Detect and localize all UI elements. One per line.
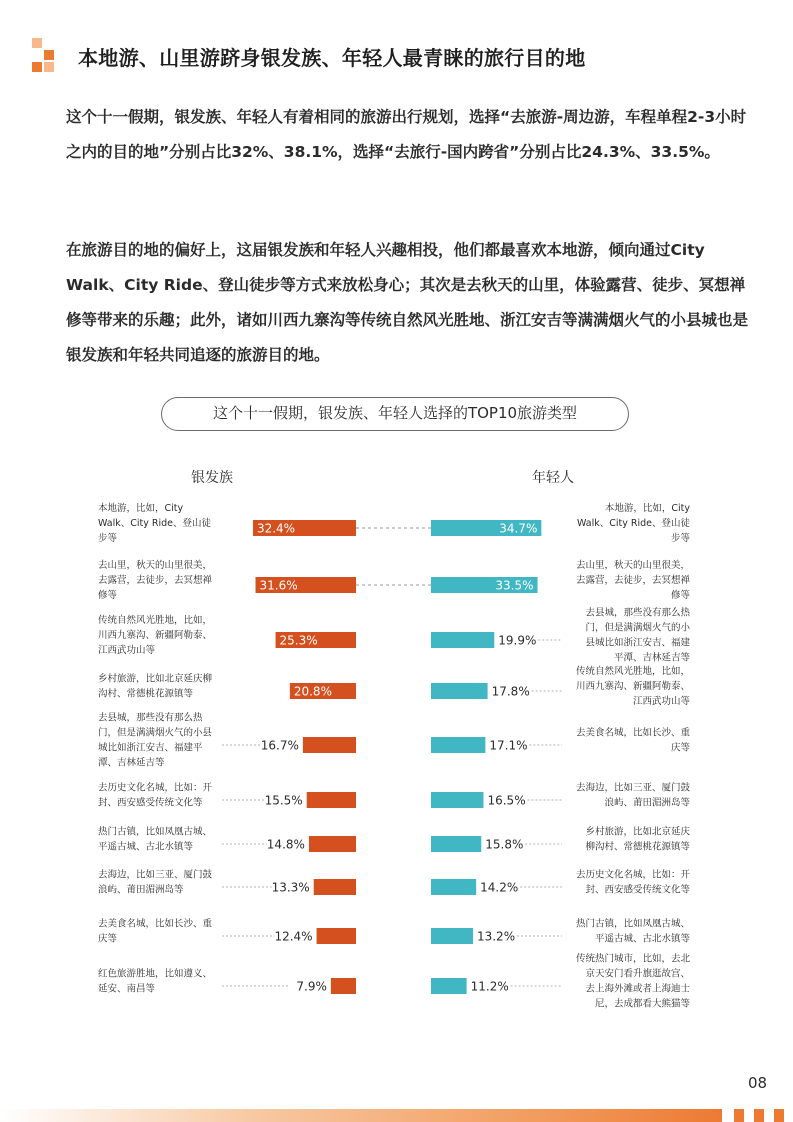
young-value-label: 19.9%: [498, 633, 537, 648]
silver-value-label: 13.3%: [271, 880, 310, 895]
young-bar: [431, 978, 467, 994]
series-header-silver: 银发族: [191, 470, 233, 486]
young-value-label: 15.8%: [485, 837, 524, 852]
young-value-label: 17.8%: [491, 684, 530, 699]
footer-square-icon: [734, 1109, 744, 1122]
young-category-label: 乡村旅游，比如北京延庆柳沟村、常德桃花源镇等: [585, 826, 690, 853]
intro-paragraph: 这个十一假期，银发族、年轻人有着相同的旅游出行规划，选择“去旅游-周边游，车程单程2-3小时之内的目的地”分别占比32%、38.1%，选择“去旅行-国内跨省”分别占比24.3%、33.5%。: [66, 108, 747, 161]
young-value-label: 34.7%: [499, 521, 538, 536]
young-category-label: 本地游，比如，City Walk、City Ride、登山徒步等: [576, 503, 690, 544]
young-category-label: 去山里，秋天的山里很美，去露营，去徒步，去冥想禅修等: [575, 560, 690, 601]
young-category-label: 去历史文化名城，比如：开封、西安感受传统文化等: [575, 869, 690, 896]
silver-category-label: 本地游，比如，City Walk、City Ride、登山徒步等: [98, 503, 212, 544]
footer-gradient-bar: [0, 1109, 722, 1122]
silver-category-label: 去美食名城，比如长沙、重庆等: [98, 918, 213, 945]
silver-value-label: 20.8%: [293, 684, 332, 699]
silver-category-label: 红色旅游胜地，比如遵义、延安、南昌等: [98, 968, 213, 995]
young-category-label: 去海边，比如三亚、厦门鼓浪屿、莆田湄洲岛等: [575, 782, 690, 809]
young-value-label: 13.2%: [476, 929, 516, 944]
page-number: 08: [748, 1074, 768, 1092]
top10-bar-chart: [0, 455, 793, 1045]
young-category-label: 传统热门城市，比如，去北京天安门看升旗逛故宫、去上海外滩或者上海迪士尼，去成都看大熊猫等: [575, 953, 690, 1010]
silver-value-label: 31.6%: [259, 578, 298, 593]
chart-title: 这个十一假期，银发族、年轻人选择的TOP10旅游类型: [161, 397, 629, 431]
silver-category-label: 去海边，比如三亚、厦门鼓浪屿、莆田湄洲岛等: [98, 869, 213, 896]
preference-paragraph: 在旅游目的地的偏好上，这届银发族和年轻人兴趣相投，他们都最喜欢本地游，倾向通过City Walk、City Ride、登山徒步等方式来放松身心；其次是去秋天的山里，体验露营、徒步、冥想禅修等带来的乐趣；此外，诸如川西九寨沟等传统自然风光胜地、浙江安吉等满满烟火气的小县城也是银发族和年轻共同追逐的旅游目的地。: [66, 241, 749, 364]
young-bar: [431, 632, 494, 648]
young-bar: [431, 683, 488, 699]
silver-bar: [307, 792, 356, 808]
silver-category-label: 去县城，那些没有那么热门，但是满满烟火气的小县城比如浙江安吉、福建平潭、吉林延吉等: [98, 712, 213, 769]
young-bar: [431, 792, 483, 808]
young-category-label: 去美食名城，比如长沙、重庆等: [575, 727, 690, 754]
young-value-label: 14.2%: [480, 880, 519, 895]
silver-category-label: 传统自然风光胜地，比如，川西九寨沟、新疆阿勒泰、江西武功山等: [98, 615, 213, 656]
young-bar: [431, 879, 476, 895]
young-bar: [431, 836, 481, 852]
young-bar: [431, 928, 473, 944]
silver-bar: [309, 836, 356, 852]
silver-value-label: 12.4%: [274, 929, 313, 944]
young-bar: [431, 737, 485, 753]
silver-value-label: 7.9%: [296, 979, 327, 994]
young-category-label: 去县城，那些没有那么热门，但是满满烟火气的小县城比如浙江安吉、福建平潭、吉林延吉等: [585, 607, 690, 664]
series-header-young: 年轻人: [532, 470, 574, 486]
silver-bar: [331, 978, 356, 994]
young-category-label: 传统自然风光胜地，比如，川西九寨沟、新疆阿勒泰、江西武功山等: [575, 666, 690, 707]
silver-value-label: 14.8%: [266, 837, 305, 852]
silver-bar: [314, 879, 356, 895]
footer-square-icon: [754, 1109, 764, 1122]
young-category-label: 热门古镇，比如凤凰古城、平遥古城、古北水镇等: [575, 918, 690, 945]
silver-category-label: 去山里，秋天的山里很美，去露营，去徒步，去冥想禅修等: [98, 560, 213, 601]
silver-category-label: 去历史文化名城，比如：开封、西安感受传统文化等: [98, 782, 213, 809]
young-value-label: 16.5%: [487, 793, 526, 808]
footer-square-icon: [774, 1109, 784, 1122]
silver-value-label: 15.5%: [264, 793, 303, 808]
silver-category-label: 乡村旅游，比如北京延庆柳沟村、常德桃花源镇等: [98, 673, 213, 700]
silver-value-label: 25.3%: [279, 633, 318, 648]
logo-squares-icon: [32, 38, 66, 74]
silver-value-label: 32.4%: [256, 521, 296, 536]
silver-bar: [317, 928, 356, 944]
page-title: 本地游、山里游跻身银发族、年轻人最青睐的旅行目的地: [78, 46, 586, 70]
young-value-label: 11.2%: [470, 979, 509, 994]
young-value-label: 33.5%: [495, 578, 534, 593]
silver-category-label: 热门古镇，比如凤凰古城、平遥古城、古北水镇等: [98, 826, 213, 853]
young-value-label: 17.1%: [489, 738, 528, 753]
silver-value-label: 16.7%: [260, 738, 299, 753]
silver-bar: [303, 737, 356, 753]
